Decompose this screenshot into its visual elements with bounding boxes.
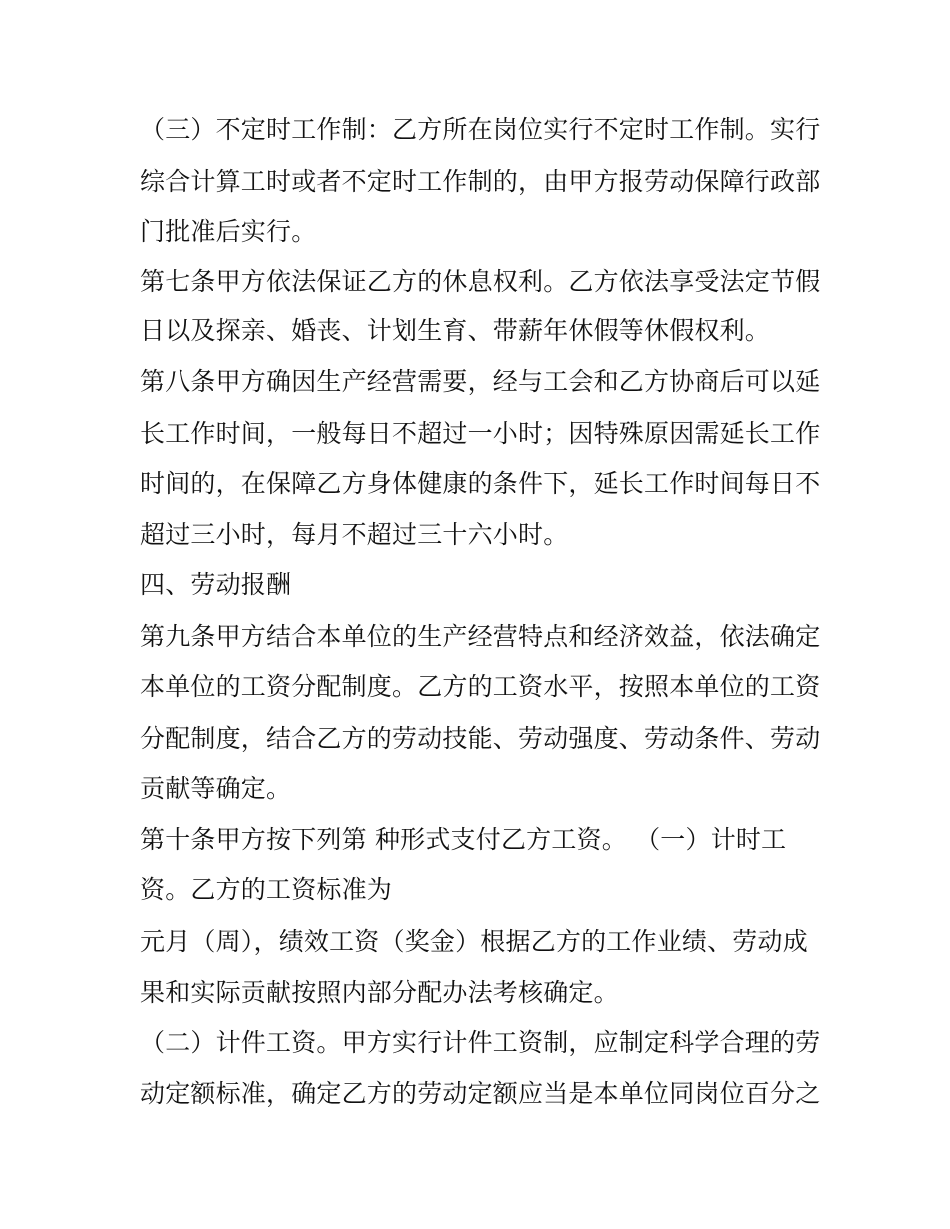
text-line: 元月（周），绩效工资（奖金）根据乙方的工作业绩、劳动成	[140, 927, 808, 956]
text-line: 日以及探亲、婚丧、计划生育、带薪年休假等休假权利。	[140, 316, 771, 345]
text-line: （三）不定时工作制：乙方所在岗位实行不定时工作制。实行	[140, 115, 821, 144]
text-line: 资。乙方的工资标准为	[140, 875, 393, 904]
text-line: 超过三小时，每月不超过三十六小时。	[140, 520, 569, 549]
text-line: 综合计算工时或者不定时工作制的，由甲方报劳动保障行政部	[140, 167, 821, 196]
text-line: （二）计件工资。甲方实行计件工资制，应制定科学合理的劳	[140, 1028, 821, 1057]
section-heading: 四、劳动报酬	[140, 570, 292, 599]
text-line: 果和实际贡献按照内部分配办法考核确定。	[140, 978, 619, 1007]
text-line: 第十条甲方按下列第 种形式支付乙方工资。 （一）计时工	[140, 825, 787, 854]
text-line: 动定额标准，确定乙方的劳动定额应当是本单位同岗位百分之	[140, 1079, 821, 1108]
text-line: 贡献等确定。	[140, 774, 292, 803]
text-line: 本单位的工资分配制度。乙方的工资水平，按照本单位的工资	[140, 672, 821, 701]
text-line: 分配制度，结合乙方的劳动技能、劳动强度、劳动条件、劳动	[140, 724, 821, 753]
text-line: 时间的，在保障乙方身体健康的条件下，延长工作时间每日不	[140, 469, 821, 498]
text-line: 长工作时间，一般每日不超过一小时；因特殊原因需延长工作	[140, 419, 821, 448]
text-line: 第八条甲方确因生产经营需要，经与工会和乙方协商后可以延	[140, 367, 821, 396]
text-line: 第九条甲方结合本单位的生产经营特点和经济效益，依法确定	[140, 622, 821, 651]
text-line: 第七条甲方依法保证乙方的休息权利。乙方依法享受法定节假	[140, 267, 821, 296]
text-line: 门批准后实行。	[140, 217, 317, 246]
